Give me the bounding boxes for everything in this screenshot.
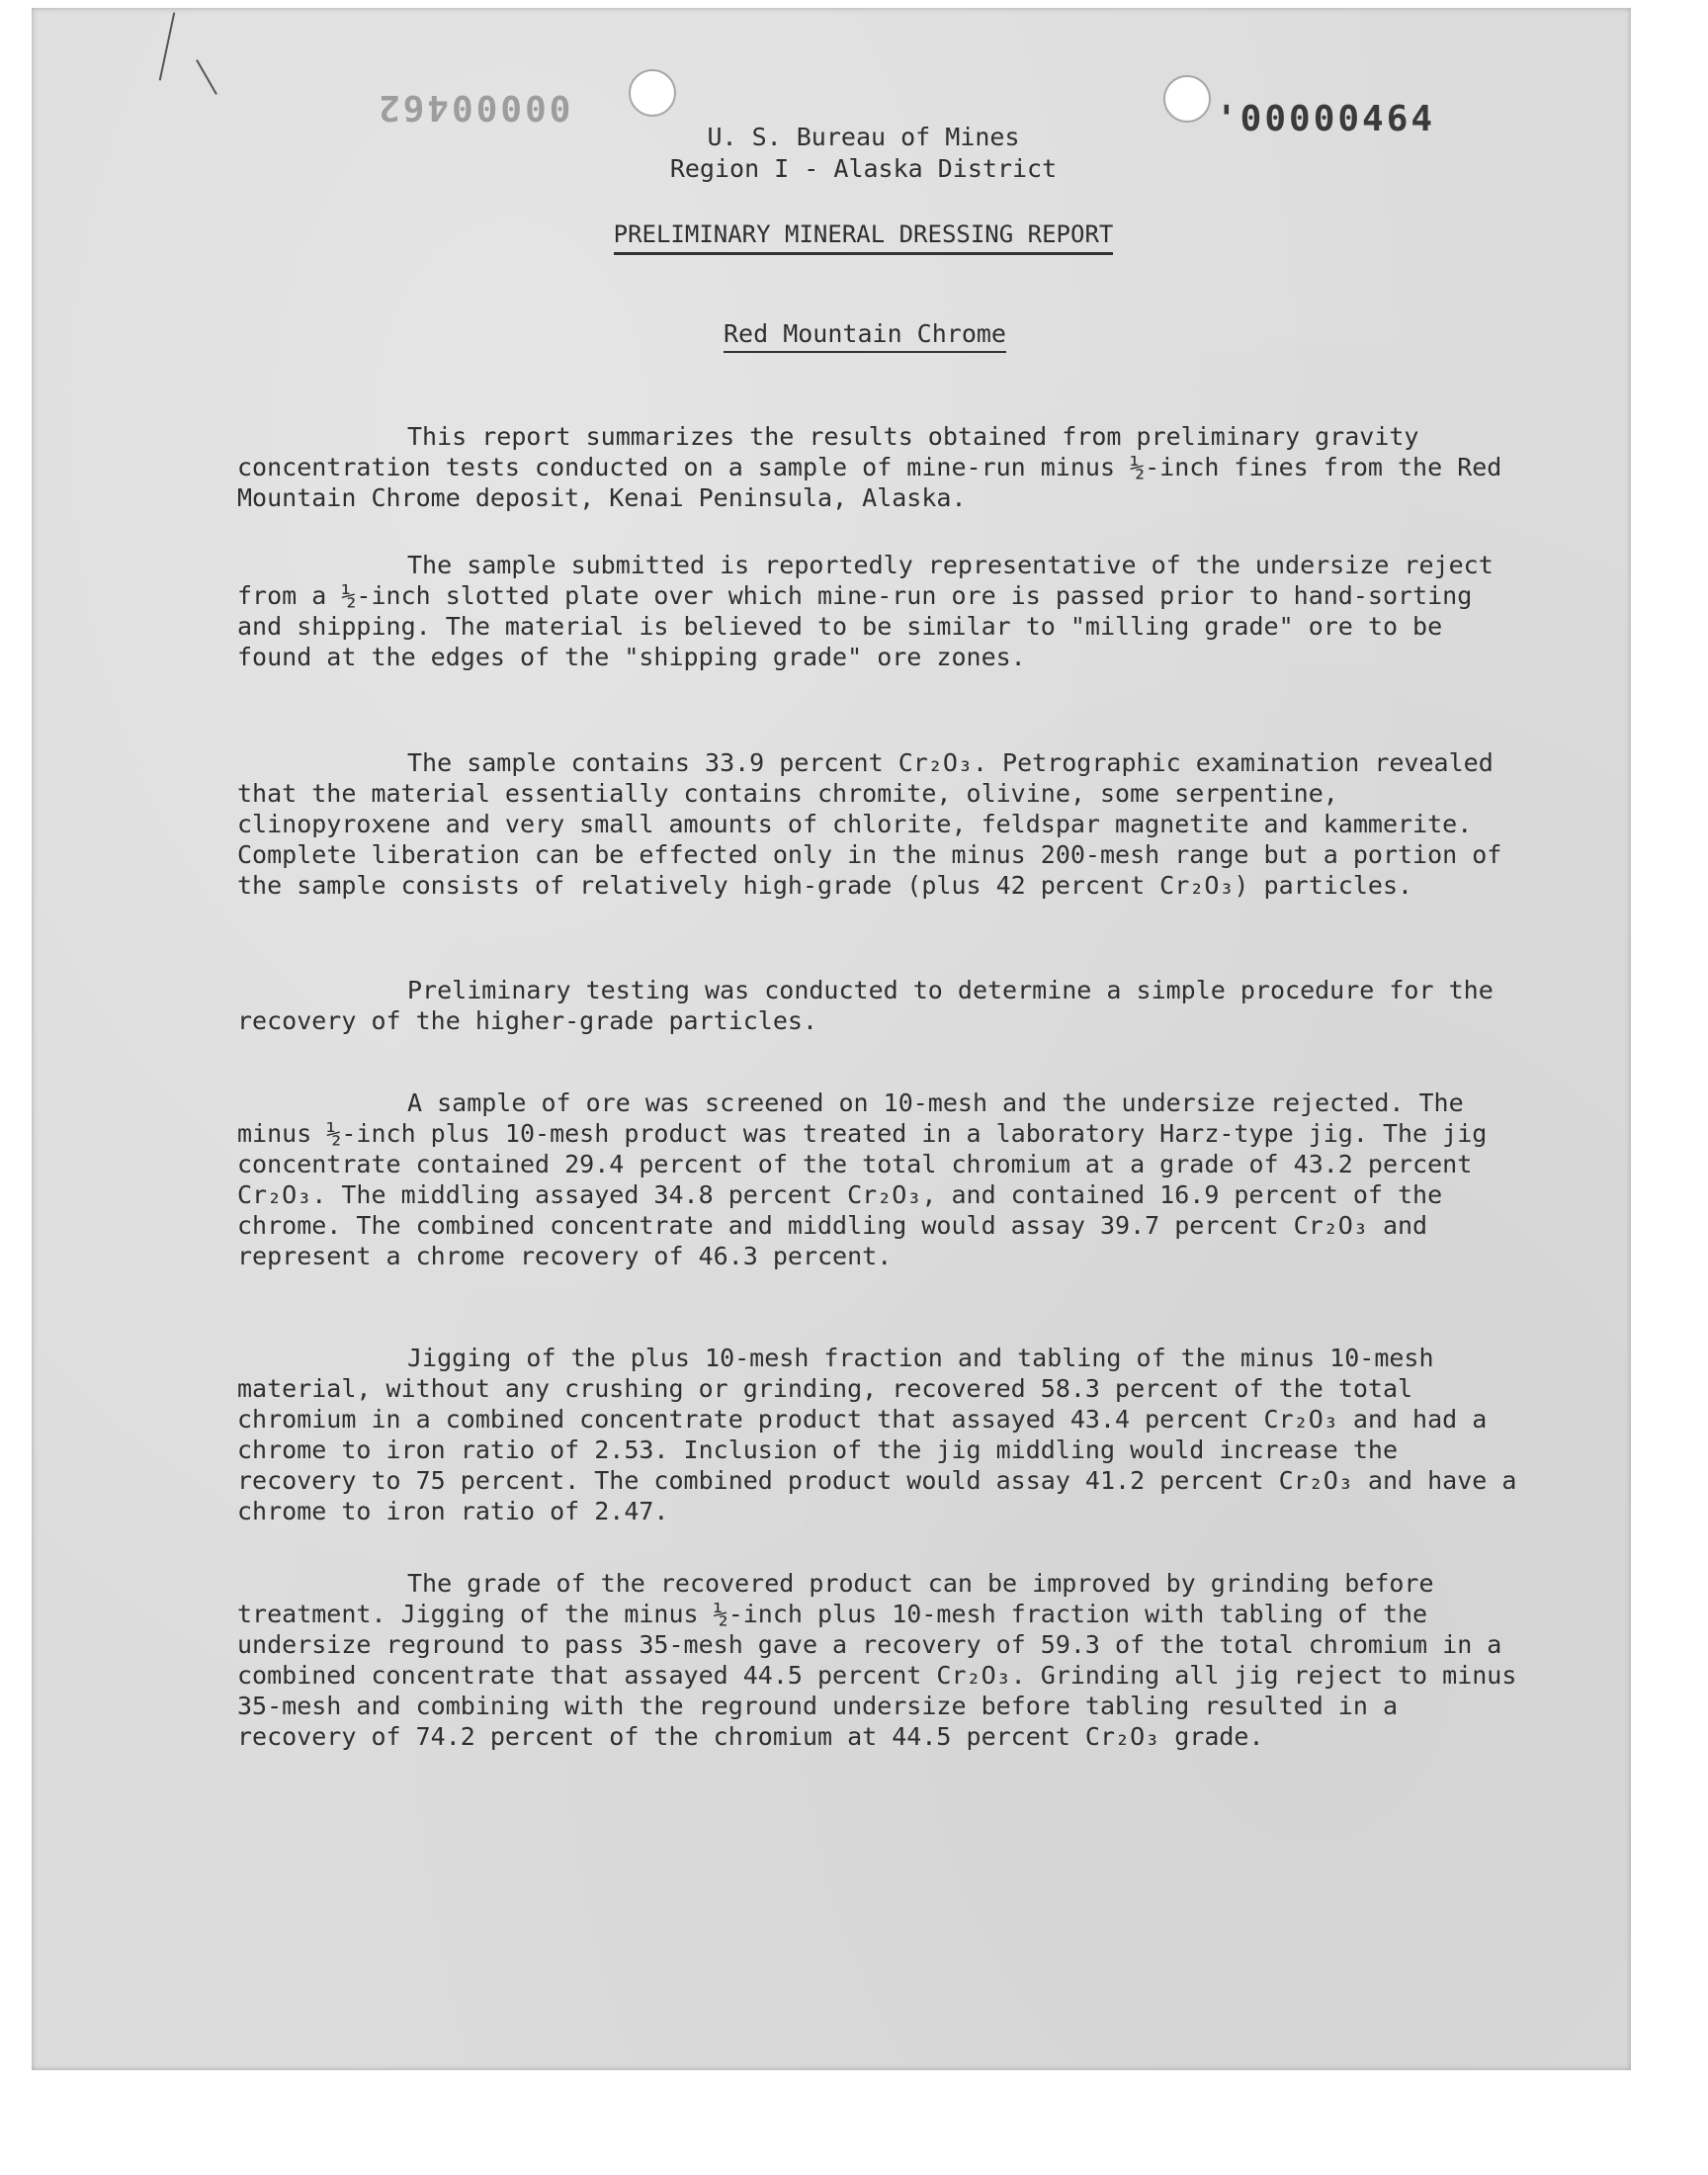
document-page — [32, 8, 1631, 2070]
punch-hole — [629, 69, 676, 117]
report-subtitle-text: Red Mountain Chrome — [724, 319, 1006, 353]
organization-region: Region I - Alaska District — [669, 154, 1058, 183]
punch-hole — [1163, 75, 1211, 123]
document-number-stamp-mirrored: 00000462 — [376, 87, 571, 128]
report-title-text: PRELIMINARY MINERAL DRESSING REPORT — [614, 220, 1114, 255]
body-paragraph: Jigging of the plus 10-mesh fraction and tabling of the minus 10-mesh material, without any crushing or grinding, recovered 58.3 percent of the total chromium in a combined concentrate product that assayed 43.4 percent Cr₂O₃ and had a chrome to iron ratio of 2.53. Inclusion of the jig middling would increase the recovery to 75 percent. The combined product would assay 41.2 percent Cr₂O₃ and have a chrome to iron ratio of 2.47. — [237, 1344, 1517, 1525]
pen-mark — [196, 59, 217, 95]
body-paragraph: The sample contains 33.9 percent Cr₂O₃. Petrographic examination revealed that the material essentially contains chromite, olivine, some serpentine, clinopyroxene and very small amounts of chlorite, feldspar magnetite and kammerite. Complete liberation can be effected only in the minus 200-mesh range but a portion of the sample consists of relatively high-grade (plus 42 percent Cr₂O₃) particles. — [237, 748, 1502, 900]
report-title — [32, 220, 1695, 255]
body-paragraph: Preliminary testing was conducted to determine a simple procedure for the recovery of the higher-grade particles. — [237, 976, 1494, 1035]
body-paragraph: The grade of the recovered product can be improved by grinding before treatment. Jigging of the minus ½-inch plus 10-mesh fraction with tabling of the undersize reground to pass 35-mesh gave a recovery of 59.3 of the total chromium in a combined concentrate that assayed 44.5 percent Cr₂O₃. Grinding all jig reject to minus 35-mesh and combining with the reground undersize before tabling resulted in a recovery of 74.2 percent of the chromium at 44.5 percent Cr₂O₃ grade. — [237, 1569, 1517, 1751]
report-subtitle — [32, 319, 1698, 353]
document-number-stamp: '00000464 — [1216, 99, 1436, 139]
pen-mark — [159, 13, 176, 81]
body-paragraph: This report summarizes the results obtained from preliminary gravity concentration tests conducted on a sample of mine-run minus ½-inch fines from the Red Mountain Chrome deposit, Kenai Peninsula, Alaska. — [237, 422, 1502, 512]
body-paragraph: A sample of ore was screened on 10-mesh and the undersize rejected. The minus ½-inch plus 10-mesh product was treated in a laboratory Harz-type jig. The jig concentrate contained 29.4 percent of the total chromium at a grade of 43.2 percent Cr₂O₃. The middling assayed 34.8 percent Cr₂O₃, and contained 16.9 percent of the chrome. The combined concentrate and middling would assay 39.7 percent Cr₂O₃ and represent a chrome recovery of 46.3 percent. — [237, 1088, 1488, 1270]
body-paragraph: The sample submitted is reportedly representative of the undersize reject from a ½-inch slotted plate over which mine-run ore is passed prior to hand-sorting and shipping. The material is believed to be similar to "milling grade" ore to be found at the edges of the "shipping grade" ore zones. — [237, 551, 1494, 671]
organization-name: U. S. Bureau of Mines — [707, 123, 1020, 151]
